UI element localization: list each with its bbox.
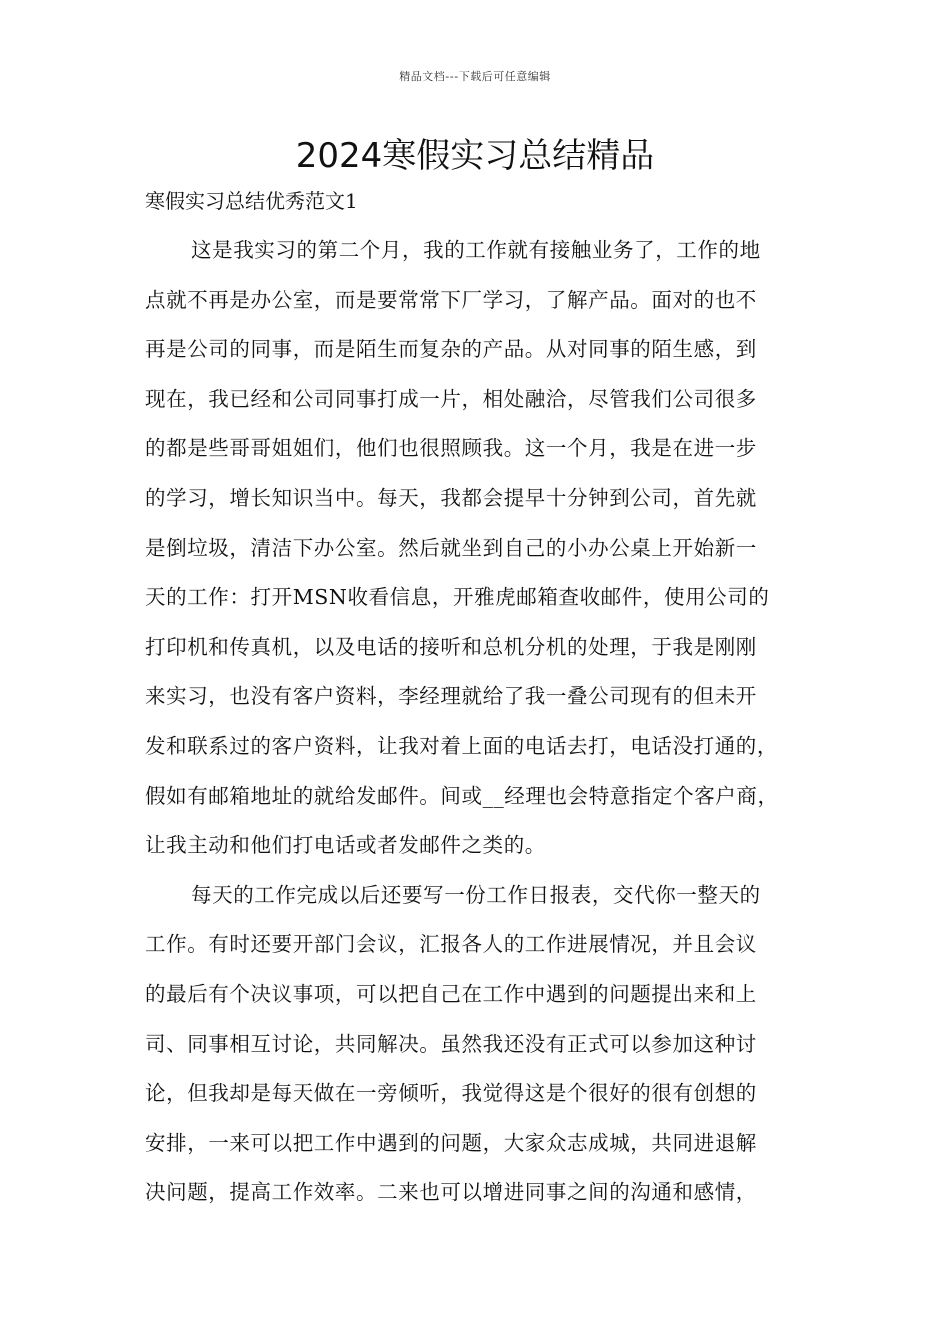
paragraph-2-line: 司、同事相互讨论，共同解决。虽然我还没有正式可以参加这种讨 — [145, 1031, 757, 1056]
paragraph-1-line: 现在，我已经和公司同事打成一片，相处融洽，尽管我们公司很多 — [145, 386, 757, 411]
paragraph-2-line: 的最后有个决议事项，可以把自己在工作中遇到的问题提出来和上 — [145, 981, 757, 1006]
paragraph-1-line: 点就不再是办公室，而是要常常下厂学习，了解产品。面对的也不 — [145, 287, 757, 312]
paragraph-1-line: 来实习，也没有客户资料，李经理就给了我一叠公司现有的但未开 — [145, 684, 757, 709]
paragraph-1-line: 是倒垃圾，清洁下办公室。然后就坐到自己的小办公桌上开始新一 — [145, 535, 757, 560]
paragraph-1-line: 发和联系过的客户资料，让我对着上面的电话去打，电话没打通的， — [145, 733, 778, 758]
paragraph-2-line: 决问题，提高工作效率。二来也可以增进同事之间的沟通和感情， — [145, 1180, 757, 1205]
header-note: 精品文档---下载后可任意编辑 — [399, 70, 551, 83]
paragraph-1-line: 让我主动和他们打电话或者发邮件之类的。 — [145, 833, 546, 858]
paragraph-1-line: 的都是些哥哥姐姐们，他们也很照顾我。这一个月，我是在进一步 — [145, 436, 757, 461]
paragraph-1-line: 天的工作：打开MSN收看信息，开雅虎邮箱查收邮件，使用公司的 — [145, 585, 770, 610]
paragraph-1-line: 的学习，增长知识当中。每天，我都会提早十分钟到公司，首先就 — [145, 485, 757, 510]
paragraph-2-line: 论，但我却是每天做在一旁倾听，我觉得这是个很好的很有创想的 — [145, 1081, 757, 1106]
paragraph-1-line: 打印机和传真机，以及电话的接听和总机分机的处理，于我是刚刚 — [145, 634, 757, 659]
paragraph-2-line: 每天的工作完成以后还要写一份工作日报表，交代你一整天的 — [191, 882, 761, 907]
document-title: 2024寒假实习总结精品 — [295, 136, 655, 176]
paragraph-1-line: 再是公司的同事，而是陌生而复杂的产品。从对同事的陌生感，到 — [145, 337, 757, 362]
body-text — [145, 230, 807, 1222]
paragraph-1-line: 这是我实习的第二个月，我的工作就有接触业务了，工作的地 — [191, 238, 761, 262]
paragraph-1-line: 假如有邮箱地址的就给发邮件。间或__经理也会特意指定个客户商， — [145, 783, 779, 808]
paragraph-2-line: 安排，一来可以把工作中遇到的问题，大家众志成城，共同进退解 — [145, 1130, 757, 1155]
paragraph-2-line: 工作。有时还要开部门会议，汇报各人的工作进展情况，并且会议 — [145, 932, 757, 957]
document-subtitle: 寒假实习总结优秀范文1 — [145, 189, 358, 213]
